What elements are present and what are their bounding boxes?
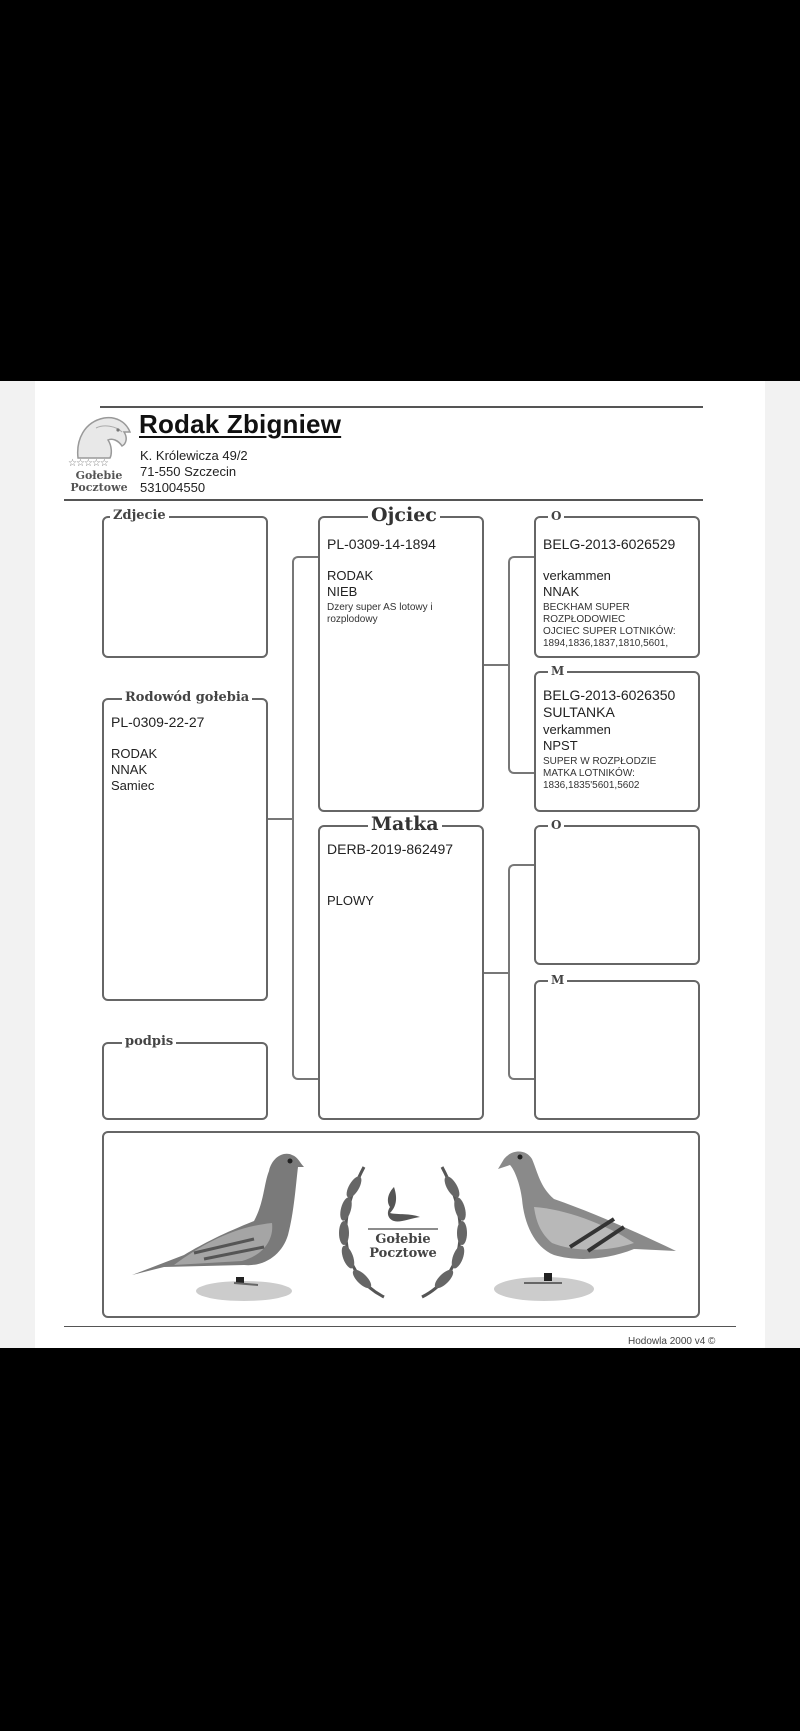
mother-mother-box	[534, 973, 700, 1120]
father-note: Dzery super AS lotowy i rozplodowy	[327, 602, 433, 625]
mother-line-1: PLOWY	[327, 893, 374, 908]
pigeon-left-image	[124, 1143, 314, 1303]
pigeon-box-label: Rodowód gołebia	[122, 690, 252, 705]
father-father-note-1: BECKHAM SUPER	[543, 602, 630, 613]
father-father-box	[534, 509, 700, 658]
pigeon-line-1: RODAK	[111, 746, 158, 761]
photo-box-label: Zdjecie	[110, 508, 169, 523]
father-father-line-2: NNAK	[543, 584, 580, 599]
emblem-text-1: Gołebie	[375, 1232, 431, 1247]
owner-name: Rodak Zbigniew	[139, 409, 342, 439]
father-ring: PL-0309-14-1894	[327, 536, 436, 552]
owner-address-line2: 71-550 Szczecin	[140, 464, 237, 479]
father-father-ring: BELG-2013-6026529	[543, 536, 676, 552]
connector-father	[484, 664, 510, 666]
father-mother-note-2: MATKA LOTNIKÓW:	[543, 768, 635, 779]
mother-ring: DERB-2019-862497	[327, 841, 454, 857]
father-mother-ring: BELG-2013-6026350	[543, 687, 676, 703]
father-mother-note-3: 1836,1835'5601,5602	[543, 780, 640, 791]
logo-stars: ☆☆☆☆☆	[68, 458, 108, 469]
pigeon-line-3: Samiec	[111, 778, 155, 793]
header-top-rule	[100, 406, 703, 408]
father-line-1: RODAK	[327, 568, 374, 583]
connector-parents-bracket	[292, 556, 319, 1080]
emblem	[324, 1147, 482, 1307]
father-box-label: Ojciec	[368, 504, 440, 526]
mother-mother-label: M	[548, 973, 567, 987]
owner-logo	[66, 410, 138, 495]
father-father-label: O	[548, 509, 564, 523]
pigeon-ring: PL-0309-22-27	[111, 714, 205, 730]
father-mother-line-2: verkammen	[543, 722, 611, 737]
laurel-wreath-icon	[324, 1147, 482, 1307]
pigeon-box	[102, 690, 268, 1001]
mother-box	[318, 813, 484, 1120]
pigeon-right-image	[484, 1143, 684, 1303]
eagle-head-icon	[66, 410, 138, 460]
mother-box-label: Matka	[368, 813, 442, 835]
owner-address-line1: K. Królewicza 49/2	[140, 448, 248, 463]
mother-father-label: O	[548, 818, 564, 832]
signature-box-label: podpis	[122, 1034, 176, 1049]
father-mother-line-1: SULTANKA	[543, 704, 615, 720]
father-line-2: NIEB	[327, 584, 358, 599]
pigeon-line-2: NNAK	[111, 762, 148, 777]
signature-box	[102, 1034, 268, 1120]
connector-mother	[484, 972, 510, 974]
father-father-note-4: 1894,1836,1837,1810,5601,	[543, 638, 669, 649]
owner-phone: 531004550	[140, 480, 206, 495]
header-bottom-rule	[64, 499, 703, 501]
father-father-note-3: OJCIEC SUPER LOTNIKÓW:	[543, 626, 676, 637]
father-mother-label: M	[548, 664, 567, 678]
logo-text-2: Pocztowe	[70, 481, 128, 494]
father-mother-line-3: NPST	[543, 738, 578, 753]
father-father-note-2: ROZPŁODOWIEC	[543, 614, 626, 625]
father-father-line-1: verkammen	[543, 568, 611, 583]
connector-father-bracket	[508, 556, 535, 774]
footer-rule	[64, 1326, 736, 1327]
logo-text-1: Gołebie	[75, 469, 123, 482]
mother-father-box	[534, 818, 700, 965]
father-mother-note-1: SUPER W ROZPŁODZIE	[543, 756, 657, 767]
connector-pigeon	[268, 818, 294, 820]
photo-box	[102, 508, 268, 658]
father-mother-box	[534, 664, 700, 812]
father-box	[318, 504, 484, 812]
footer-text: Hodowla 2000 v4 ©	[628, 1336, 716, 1347]
connector-mother-bracket	[508, 864, 535, 1080]
emblem-text-2: Pocztowe	[369, 1246, 437, 1261]
pigeon-images-panel	[102, 1131, 700, 1318]
